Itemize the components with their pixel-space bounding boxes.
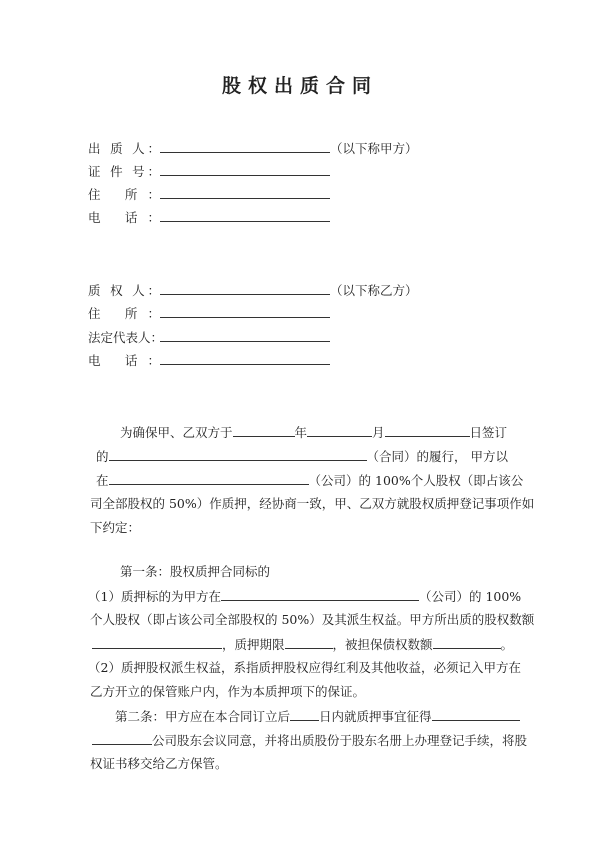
address-field bbox=[88, 186, 330, 203]
legal-rep-field bbox=[88, 329, 330, 346]
id-number-field bbox=[88, 163, 330, 180]
text: 为确保甲、乙双方于 bbox=[120, 425, 233, 440]
preamble-line bbox=[120, 424, 507, 441]
blank[interactable] bbox=[160, 352, 330, 365]
text: ，被担保债权数额 bbox=[332, 637, 433, 652]
blank[interactable] bbox=[109, 472, 309, 485]
blank[interactable] bbox=[160, 209, 330, 222]
text: 日签订 bbox=[469, 425, 508, 440]
field-label: 住 所： bbox=[88, 187, 160, 202]
blank[interactable] bbox=[233, 424, 295, 437]
article-2-line bbox=[115, 708, 520, 725]
article-line bbox=[88, 588, 521, 605]
text: （公司）的 100%个人股权（即占该公 bbox=[308, 473, 524, 488]
article-line bbox=[92, 636, 513, 653]
article-2-line bbox=[92, 732, 527, 749]
text: （公司）的 100% bbox=[418, 589, 522, 604]
blank[interactable] bbox=[290, 708, 319, 721]
blank[interactable] bbox=[432, 708, 520, 721]
text: 公司股东会议同意，并将出质股份于股东名册上办理登记手续，将股 bbox=[152, 733, 528, 748]
text: ，质押期限 bbox=[222, 637, 285, 652]
text: 在 bbox=[96, 473, 109, 488]
preamble-line: 司全部股权的 50%）作质押，经协商一致，甲、乙双方就股权质押登记事项作如 bbox=[90, 496, 535, 511]
field-suffix: （以下称甲方） bbox=[330, 141, 418, 156]
field-label: 住 所： bbox=[88, 306, 160, 321]
preamble-line bbox=[96, 448, 508, 465]
text: （合同）的履行， 甲方以 bbox=[366, 449, 508, 464]
blank[interactable] bbox=[109, 448, 367, 461]
text: 日内就质押事宜征得 bbox=[319, 709, 432, 724]
field-label: 出 质 人： bbox=[88, 141, 160, 156]
blank[interactable] bbox=[285, 636, 333, 649]
text: 月 bbox=[372, 425, 385, 440]
blank[interactable] bbox=[160, 186, 330, 199]
text: 第二条：甲方应在本合同订立后 bbox=[115, 709, 291, 724]
article-1-heading: 第一条：股权质押合同标的 bbox=[120, 564, 271, 579]
article-2-line: 权证书移交给乙方保管。 bbox=[90, 756, 228, 771]
blank[interactable] bbox=[385, 424, 470, 437]
field-label: 证 件 号： bbox=[88, 164, 160, 179]
preamble-line bbox=[96, 472, 523, 489]
blank[interactable] bbox=[160, 282, 330, 295]
article-line: （2）质押股权派生权益，系指质押股权应得红利及其他收益，必须记入甲方在 bbox=[88, 660, 521, 675]
pledgee-address-field bbox=[88, 305, 330, 322]
blank[interactable] bbox=[160, 305, 330, 318]
page-title: 股权出质合同 bbox=[221, 75, 378, 97]
blank[interactable] bbox=[92, 732, 152, 745]
preamble-line: 下约定： bbox=[90, 520, 141, 535]
blank[interactable] bbox=[433, 636, 501, 649]
field-label: 质 权 人： bbox=[88, 283, 160, 298]
field-label: 电 话： bbox=[88, 353, 160, 368]
phone-field bbox=[88, 209, 330, 226]
text: 年 bbox=[294, 425, 308, 440]
blank[interactable] bbox=[160, 329, 330, 342]
article-line: 乙方开立的保管账户内，作为本质押项下的保证。 bbox=[90, 684, 366, 699]
blank[interactable] bbox=[92, 636, 222, 649]
blank[interactable] bbox=[160, 140, 330, 153]
blank[interactable] bbox=[307, 424, 372, 437]
field-suffix: （以下称乙方） bbox=[330, 283, 418, 298]
pledgee-phone-field bbox=[88, 352, 330, 369]
text: 的 bbox=[96, 449, 109, 464]
pledgor-name-field bbox=[88, 140, 418, 157]
text: （1）质押标的为甲方在 bbox=[88, 589, 221, 604]
blank[interactable] bbox=[221, 588, 419, 601]
field-label: 法定代表人： bbox=[88, 330, 164, 345]
pledgee-name-field bbox=[88, 282, 418, 299]
blank[interactable] bbox=[160, 163, 330, 176]
article-line: 个人股权（即占该公司全部股权的 50%）及其派生权益。甲方所出质的股权数额 bbox=[90, 612, 535, 627]
field-label: 电 话： bbox=[88, 210, 160, 225]
text: 。 bbox=[500, 637, 514, 652]
